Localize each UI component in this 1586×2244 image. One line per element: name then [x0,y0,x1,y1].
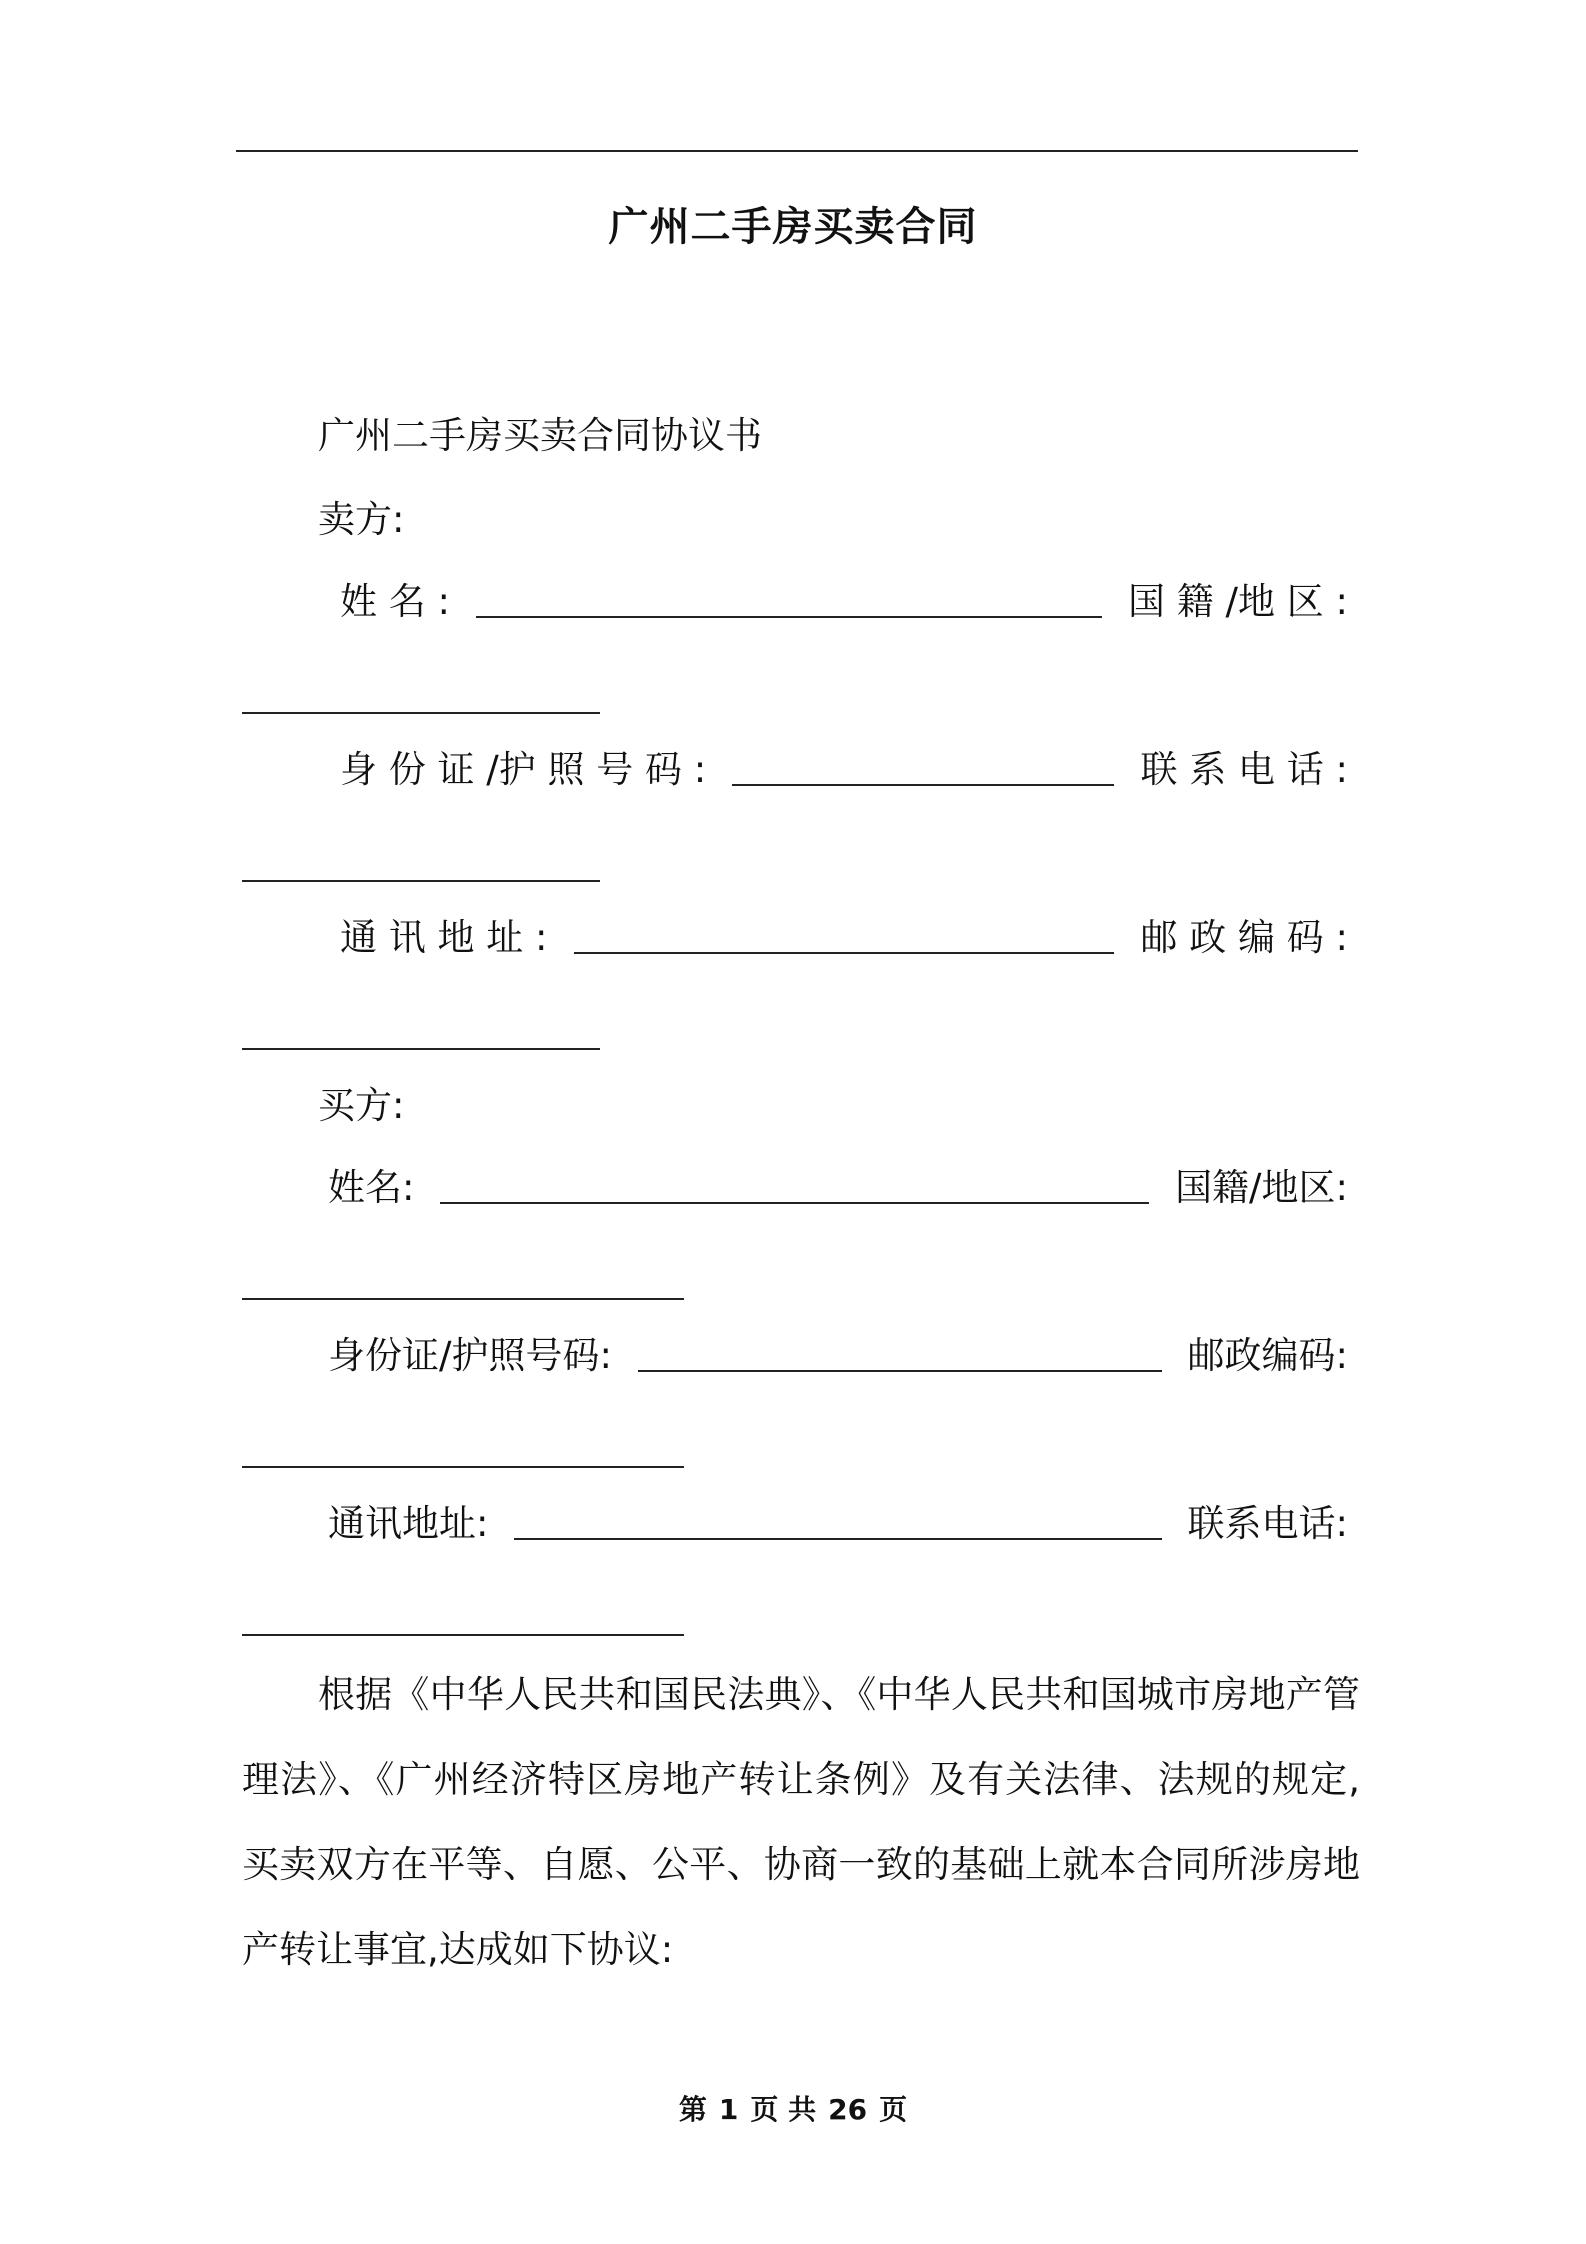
seller-postcode-field[interactable] [242,1048,600,1050]
buyer-postcode-field[interactable] [242,1466,684,1468]
seller-address-label: 通 讯 地 址 : [340,916,548,959]
seller-postcode-label: 邮 政 编 码 : [1140,916,1348,959]
footer-middle: 页 共 [750,2093,817,2126]
buyer-id-label: 身份证/护照号码: [328,1334,612,1377]
seller-address-row [340,912,1348,964]
buyer-phone-label: 联系电话: [1187,1502,1348,1545]
buyer-nationality-field[interactable] [242,1298,684,1300]
buyer-address-field[interactable] [514,1538,1161,1540]
footer-page-number: 1 [718,2093,739,2126]
buyer-postcode-label: 邮政编码: [1187,1334,1348,1377]
seller-id-field[interactable] [732,784,1114,786]
buyer-heading: 买方: [318,1084,405,1127]
seller-name-row [340,576,1348,628]
footer-suffix: 页 [879,2093,908,2126]
buyer-name-field[interactable] [440,1202,1149,1204]
seller-address-field[interactable] [574,952,1115,954]
preamble-line-2: 理法》、《广州经济特区房地产转让条例》及有关法律、法规的规定, [242,1758,1360,1801]
seller-nationality-field[interactable] [242,712,600,714]
footer-prefix: 第 [678,2093,707,2126]
footer-total-pages: 26 [828,2093,868,2126]
document-subtitle: 广州二手房买卖合同协议书 [318,414,762,457]
seller-phone-field[interactable] [242,880,600,882]
preamble-line-4: 产转让事宜,达成如下协议: [242,1928,674,1971]
seller-name-field[interactable] [476,616,1102,618]
document-title: 广州二手房买卖合同 [608,204,978,250]
seller-id-label: 身 份 证 /护 照 号 码 : [340,748,707,791]
buyer-name-label: 姓名: [328,1166,415,1209]
page-footer [0,2090,1586,2130]
preamble-line-3: 买卖双方在平等、自愿、公平、协商一致的基础上就本合同所涉房地 [242,1843,1360,1886]
buyer-address-row [328,1498,1348,1550]
buyer-phone-field[interactable] [242,1634,684,1636]
buyer-nationality-label: 国籍/地区: [1175,1166,1348,1209]
buyer-id-row [328,1330,1348,1382]
seller-nationality-label: 国 籍 /地 区 : [1128,580,1348,623]
seller-heading: 卖方: [318,498,405,541]
preamble-line-1: 根据《中华人民共和国民法典》、《中华人民共和国城市房地产管 [318,1673,1360,1716]
buyer-name-row [328,1162,1348,1214]
seller-phone-label: 联 系 电 话 : [1140,748,1348,791]
buyer-id-field[interactable] [638,1370,1162,1372]
preamble-paragraph [242,1652,1360,1992]
seller-id-row [340,744,1348,796]
seller-name-label: 姓 名 : [340,580,450,623]
buyer-address-label: 通讯地址: [328,1502,489,1545]
header-rule [236,150,1358,152]
